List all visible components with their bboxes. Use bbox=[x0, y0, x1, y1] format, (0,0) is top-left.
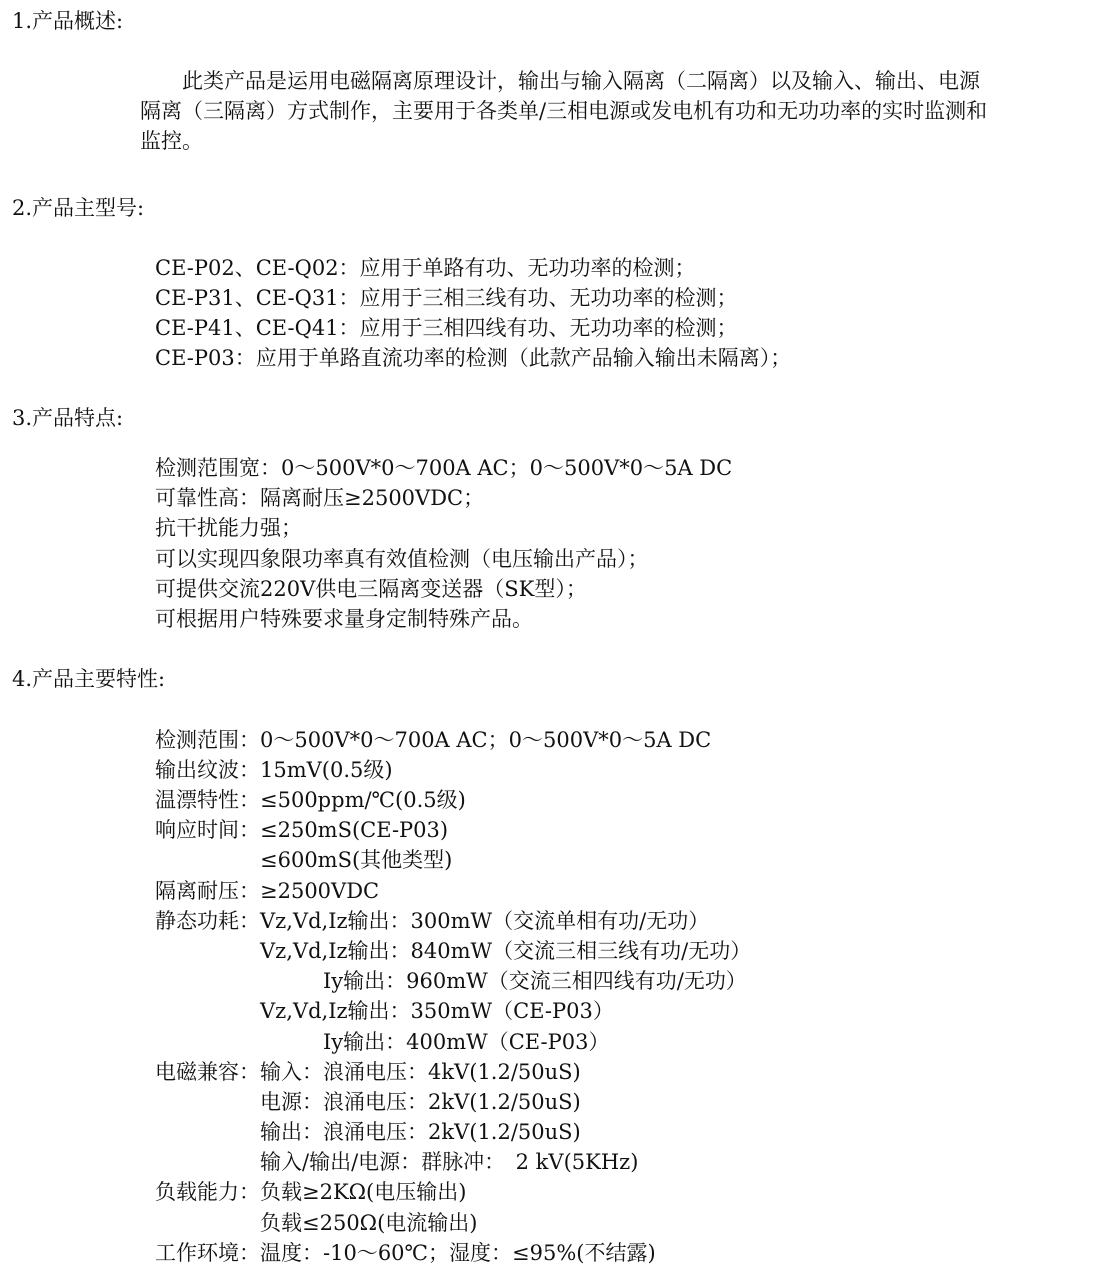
feature-line-4: 可以实现四象限功率真有效值检测（电压输出产品）； bbox=[155, 547, 649, 571]
feature-line-2: 可靠性高：隔离耐压≥2500VDC； bbox=[155, 486, 485, 510]
section-4-heading: 4.产品主要特性: bbox=[12, 667, 166, 691]
section-2-heading: 2.产品主型号: bbox=[12, 196, 145, 220]
feature-line-5: 可提供交流220V供电三隔离变送器（SK型）； bbox=[155, 577, 587, 601]
spec-line-17: 负载≤250Ω(电流输出) bbox=[155, 1211, 478, 1235]
spec-line-10: Vz,Vd,Iz输出：350mW（CE-P03） bbox=[155, 999, 614, 1023]
spec-line-11: Iy输出：400mW（CE-P03） bbox=[155, 1030, 610, 1054]
spec-line-12: 电磁兼容：输入：浪涌电压：4kV(1.2/50uS) bbox=[155, 1060, 581, 1084]
spec-line-16: 负载能力：负载≥2KΩ(电压输出) bbox=[155, 1180, 467, 1204]
model-line-3: CE-P41、CE-Q41：应用于三相四线有功、无功功率的检测； bbox=[155, 316, 738, 340]
section-1-line-2: 隔离（三隔离）方式制作，主要用于各类单/三相电源或发电机有功和无功功率的实时监测和 bbox=[140, 99, 988, 123]
feature-line-1: 检测范围宽：0～500V*0～700A AC；0～500V*0～5A DC bbox=[155, 456, 733, 480]
section-3-heading: 3.产品特点: bbox=[12, 406, 124, 430]
spec-line-15: 输入/输出/电源：群脉冲： 2 kV(5KHz) bbox=[155, 1150, 639, 1174]
spec-line-4: 响应时间：≤250mS(CE-P03) bbox=[155, 818, 449, 842]
feature-line-6: 可根据用户特殊要求量身定制特殊产品。 bbox=[155, 607, 533, 631]
spec-line-1: 检测范围：0～500V*0～700A AC；0～500V*0～5A DC bbox=[155, 728, 712, 752]
spec-line-18: 工作环境：温度：-10～60℃；湿度：≤95%(不结露) bbox=[155, 1241, 656, 1265]
section-1-line-1: 此类产品是运用电磁隔离原理设计，输出与输入隔离（二隔离）以及输入、输出、电源 bbox=[140, 69, 980, 93]
model-line-2: CE-P31、CE-Q31：应用于三相三线有功、无功功率的检测； bbox=[155, 286, 738, 310]
spec-line-6: 隔离耐压：≥2500VDC bbox=[155, 879, 380, 903]
spec-line-5: ≤600mS(其他类型) bbox=[155, 848, 453, 872]
spec-line-7: 静态功耗：Vz,Vd,Iz输出：300mW（交流单相有功/无功） bbox=[155, 909, 710, 933]
model-line-4: CE-P03：应用于单路直流功率的检测（此款产品输入输出未隔离）； bbox=[155, 346, 792, 370]
spec-line-8: Vz,Vd,Iz输出：840mW（交流三相三线有功/无功） bbox=[155, 939, 752, 963]
model-line-1: CE-P02、CE-Q02：应用于单路有功、无功功率的检测； bbox=[155, 256, 696, 280]
section-1-heading: 1.产品概述: bbox=[12, 9, 124, 33]
spec-line-14: 输出：浪涌电压：2kV(1.2/50uS) bbox=[155, 1120, 581, 1144]
feature-line-3: 抗干扰能力强； bbox=[155, 516, 302, 540]
spec-line-3: 温漂特性：≤500ppm/℃(0.5级) bbox=[155, 788, 466, 812]
spec-line-2: 输出纹波：15mV(0.5级) bbox=[155, 758, 393, 782]
spec-line-13: 电源：浪涌电压：2kV(1.2/50uS) bbox=[155, 1090, 581, 1114]
section-1-line-3: 监控。 bbox=[140, 129, 203, 153]
spec-line-9: Iy输出：960mW（交流三相四线有功/无功） bbox=[155, 969, 747, 993]
